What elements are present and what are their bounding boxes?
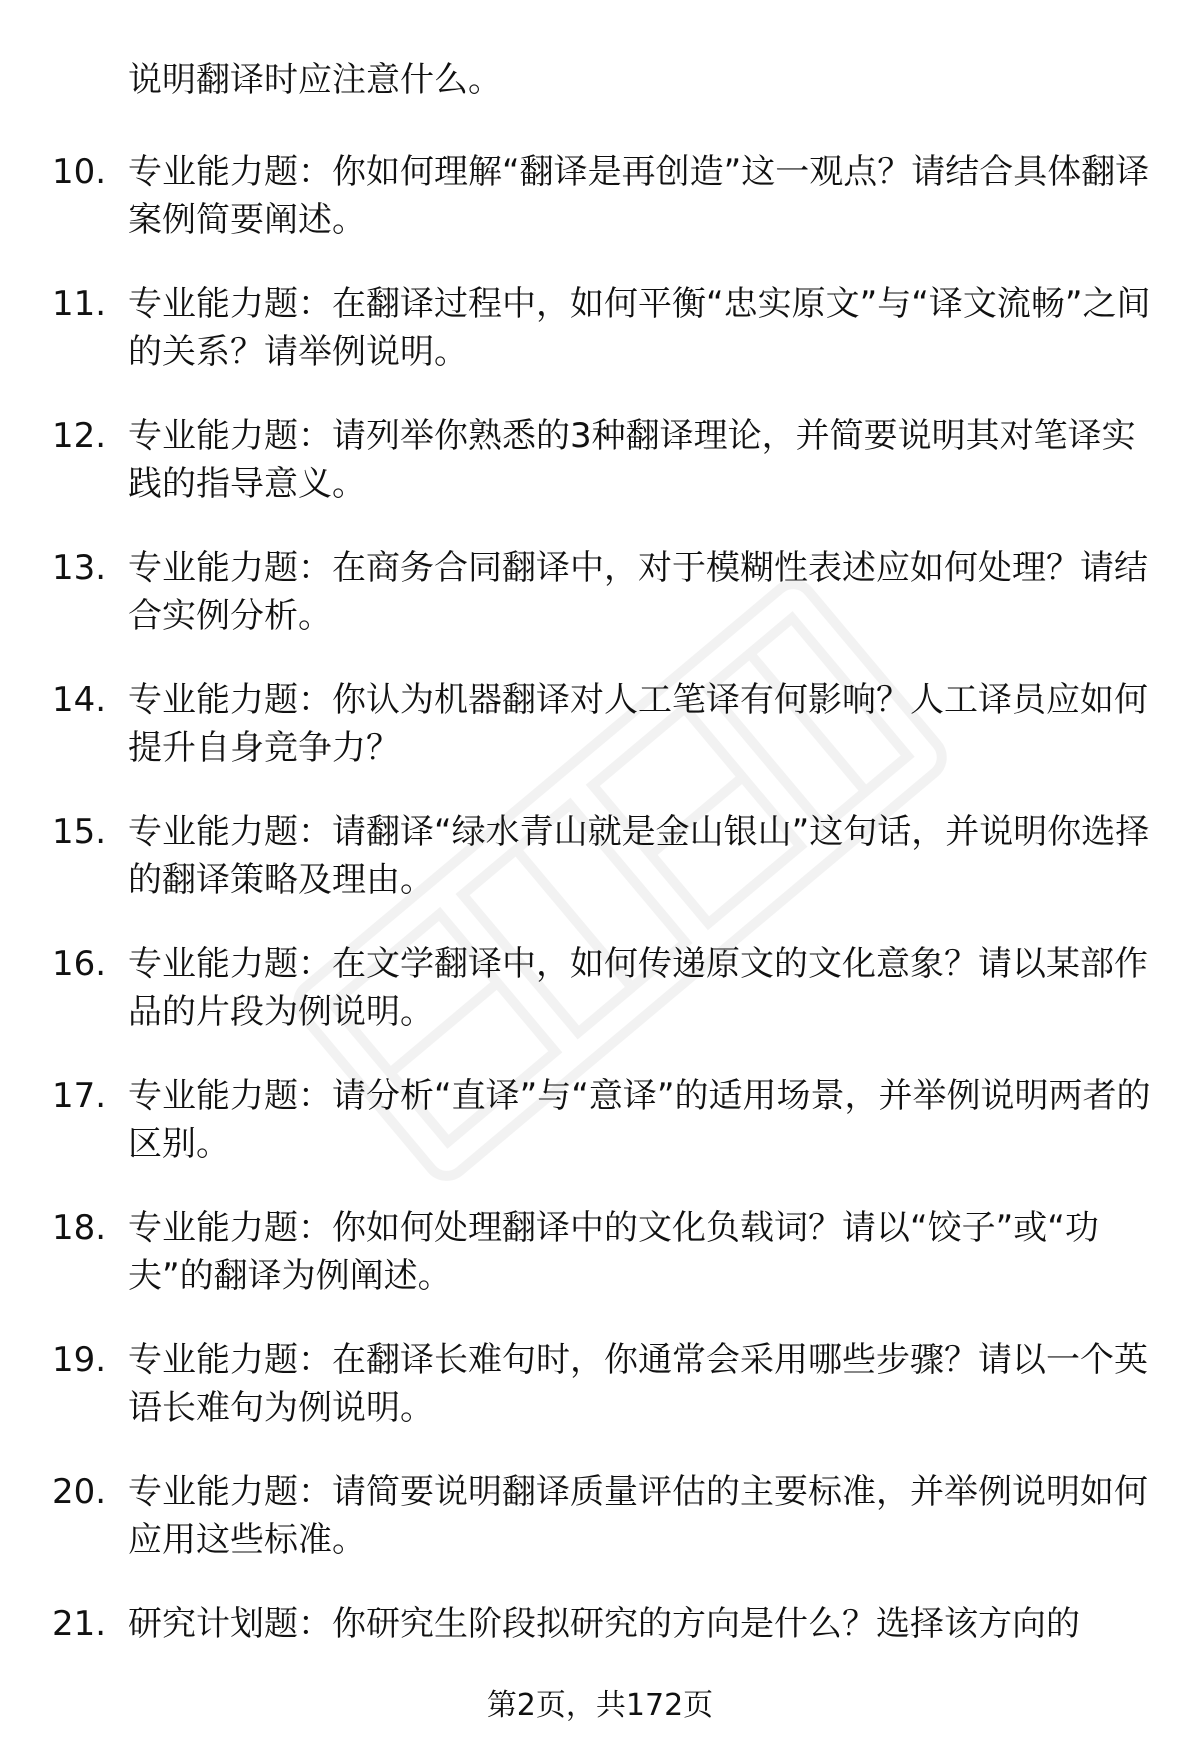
list-item	[0, 808, 1200, 940]
list-item	[0, 1204, 1200, 1336]
item-text: 专业能力题：你如何理解“翻译是再创造”这一观点？请结合具体翻译案例简要阐述。	[128, 152, 1150, 240]
item-text: 专业能力题：在翻译长难句时，你通常会采用哪些步骤？请以一个英语长难句为例说明。	[128, 1340, 1148, 1428]
item-number: 14.	[52, 680, 107, 720]
item-number: 15.	[52, 812, 107, 852]
item-text: 专业能力题：请分析“直译”与“意译”的适用场景，并举例说明两者的区别。	[128, 1076, 1151, 1164]
item-text: 专业能力题：你认为机器翻译对人工笔译有何影响？人工译员应如何提升自身竞争力？	[128, 680, 1148, 768]
item-number: 11.	[52, 284, 107, 324]
list-item	[0, 940, 1200, 1072]
list-item	[0, 1336, 1200, 1468]
list-item	[0, 280, 1200, 412]
list-item	[0, 676, 1200, 808]
item-text: 专业能力题：请翻译“绿水青山就是金山银山”这句话，并说明你选择的翻译策略及理由。	[128, 812, 1150, 900]
item-number: 20.	[52, 1472, 107, 1512]
question-list	[0, 148, 1200, 1732]
item-number: 16.	[52, 944, 107, 984]
item-number: 12.	[52, 416, 107, 456]
item-text: 专业能力题：你如何处理翻译中的文化负载词？请以“饺子”或“功夫”的翻译为例阐述。	[128, 1208, 1099, 1296]
list-item	[0, 412, 1200, 544]
list-item	[0, 1468, 1200, 1600]
page-footer: 第2页，共172页	[486, 1688, 714, 1723]
item-number: 10.	[52, 152, 107, 192]
item-text: 专业能力题：在翻译过程中，如何平衡“忠实原文”与“译文流畅”之间的关系？请举例说明。	[128, 284, 1151, 372]
item-text: 专业能力题：请简要说明翻译质量评估的主要标准，并举例说明如何应用这些标准。	[128, 1472, 1148, 1560]
item-number: 21.	[52, 1604, 107, 1644]
item-number: 18.	[52, 1208, 107, 1248]
list-item	[0, 544, 1200, 676]
item-number: 19.	[52, 1340, 107, 1380]
list-item	[0, 1072, 1200, 1204]
continuation-text: 说明翻译时应注意什么。	[128, 60, 502, 100]
item-number: 13.	[52, 548, 107, 588]
list-item	[0, 148, 1200, 280]
item-text: 专业能力题：请列举你熟悉的3种翻译理论，并简要说明其对笔译实践的指导意义。	[128, 416, 1136, 504]
item-text: 研究计划题：你研究生阶段拟研究的方向是什么？选择该方向的	[128, 1604, 1080, 1644]
item-number: 17.	[52, 1076, 107, 1116]
item-text: 专业能力题：在商务合同翻译中，对于模糊性表述应如何处理？请结合实例分析。	[128, 548, 1148, 636]
item-text: 专业能力题：在文学翻译中，如何传递原文的文化意象？请以某部作品的片段为例说明。	[128, 944, 1148, 1032]
